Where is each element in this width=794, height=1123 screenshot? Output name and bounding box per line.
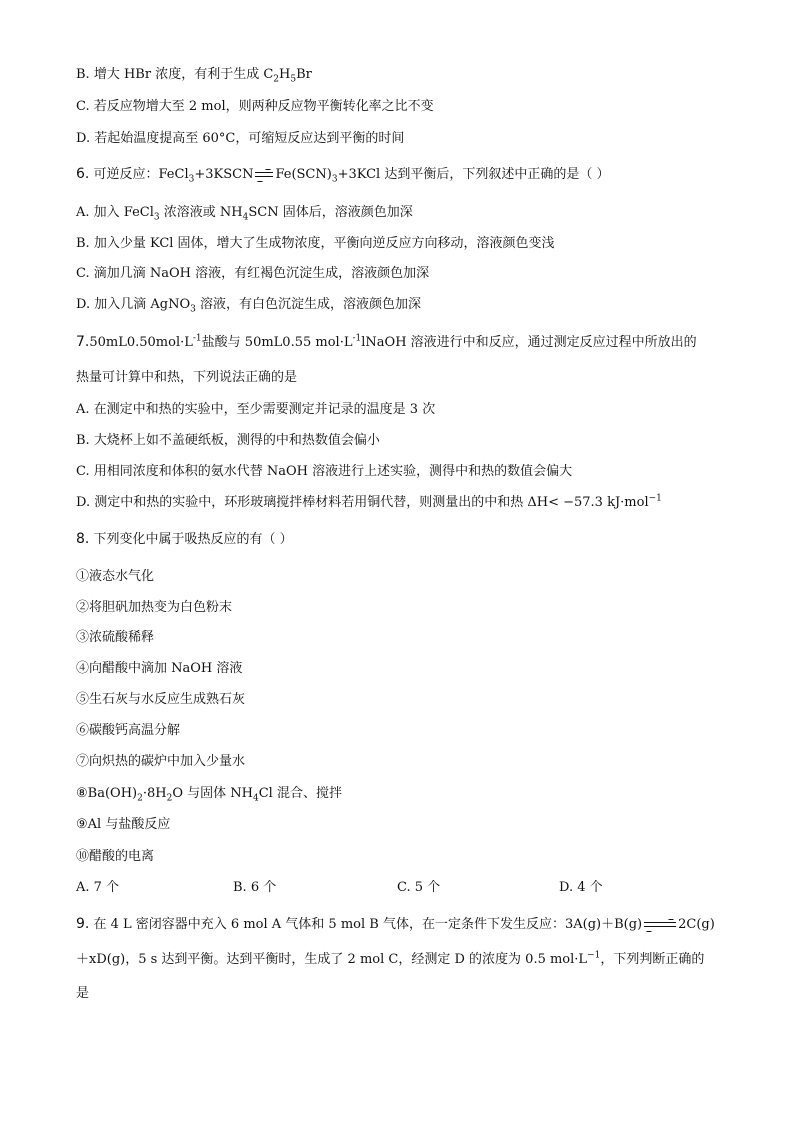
q6-option-b: B. 加入少量 KCl 固体，增大了生成物浓度，平衡向逆反应方向移动，溶液颜色变浅	[76, 236, 555, 251]
q7-stem-line2: 热量可计算中和热，下列说法正确的是	[76, 370, 298, 385]
q8-item-5: ⑤生石灰与水反应生成熟石灰	[76, 692, 246, 707]
q5-option-b: B. 增大 HBr 浓度，有利于生成 $C_2H_5Br$	[76, 67, 312, 85]
q8-item-1: ①液态水气化	[76, 569, 155, 584]
q8-item-6: ⑥碳酸钙高温分解	[76, 723, 181, 738]
q8-choice-b: B. 6 个	[233, 880, 277, 895]
q8-stem: 8. 下列变化中属于吸热反应的有（ ）	[76, 531, 293, 547]
q7-number: 7.	[76, 334, 90, 350]
q6-option-d: D. 加入几滴 AgNO$_3$ 溶液，有白色沉淀生成，溶液颜色加深	[76, 297, 421, 315]
equilibrium-arrow-icon	[254, 170, 274, 180]
q9-number: 9.	[76, 916, 90, 932]
equilibrium-arrow-icon	[643, 920, 677, 930]
q8-item-7: ⑦向炽热的碳炉中加入少量水	[76, 754, 246, 769]
q7-option-d: D. 测定中和热的实验中，环形玻璃搅拌棒材料若用铜代替，则测量出的中和热 ΔH< −57.3 kJ·mol$^{-1}$	[76, 493, 662, 510]
q7-option-a: A. 在测定中和热的实验中，至少需要测定并记录的温度是 3 次	[76, 402, 436, 417]
q6-option-a: A. 加入 FeCl$_3$ 浓溶液或 $NH_4SCN$ 固体后，溶液颜色加深	[76, 205, 413, 223]
q8-choice-d: D. 4 个	[559, 880, 603, 895]
q6-option-c: C. 滴加几滴 NaOH 溶液，有红褐色沉淀生成，溶液颜色加深	[76, 266, 430, 281]
q8-item-9: ⑨Al 与盐酸反应	[76, 817, 171, 832]
q6-number: 6.	[76, 166, 90, 182]
q8-item-2: ②将胆矾加热变为白色粉末	[76, 600, 233, 615]
q6-stem: 6. 可逆反应：FeCl$_3$+3KSCN $Fe(SCN)_3+3KCl$ 达到平衡后，下列叙述中正确的是（ ）	[76, 166, 610, 185]
q8-item-3: ③浓硫酸稀释	[76, 630, 155, 645]
q7-option-b: B. 大烧杯上如不盖硬纸板，测得的中和热数值会偏小	[76, 433, 380, 448]
q8-item-8: $⑧Ba(OH)_2\cdot 8H_2O$ 与固体 $NH_4Cl$ 混合、搅拌	[76, 786, 342, 804]
q7-option-c: C. 用相同浓度和体积的氨水代替 NaOH 溶液进行上述实验，测得中和热的数值会偏大	[76, 464, 573, 479]
q5-option-c: C. 若反应物增大至 2 mol，则两种反应物平衡转化率之比不变	[76, 99, 434, 114]
q9-stem-line1: 9. 在 4 L 密闭容器中充入 6 mol A 气体和 5 mol B 气体，在一定条件下发生反应：3A(g)＋B(g) 2C(g)	[76, 916, 715, 932]
q8-item-10: ⑩醋酸的电离	[76, 849, 155, 864]
q5-option-d: D. 若起始温度提高至 60°C，可缩短反应达到平衡的时间	[76, 131, 405, 146]
q9-stem-line2: ＋xD(g)，5 s 达到平衡。达到平衡时，生成了 2 mol C，经测定 D 的浓度为 0.5 $mol\cdot L^{-1}$，下列判断正确的	[76, 950, 705, 967]
q8-item-4: ④向醋酸中滴加 NaOH 溶液	[76, 661, 243, 676]
q7-stem-line1: $7.50mL0.50mol\cdot L^{-1}$盐酸与 50mL0.55 $mol\cdot L^{-1}lNaOH$ 溶液进行中和反应，通过测定反应过程中所放出的	[76, 333, 697, 350]
q8-choice-a: A. 7 个	[76, 880, 120, 895]
q8-choice-c: C. 5 个	[397, 880, 441, 895]
q9-stem-line3: 是	[76, 986, 90, 1001]
q8-number: 8.	[76, 531, 90, 547]
